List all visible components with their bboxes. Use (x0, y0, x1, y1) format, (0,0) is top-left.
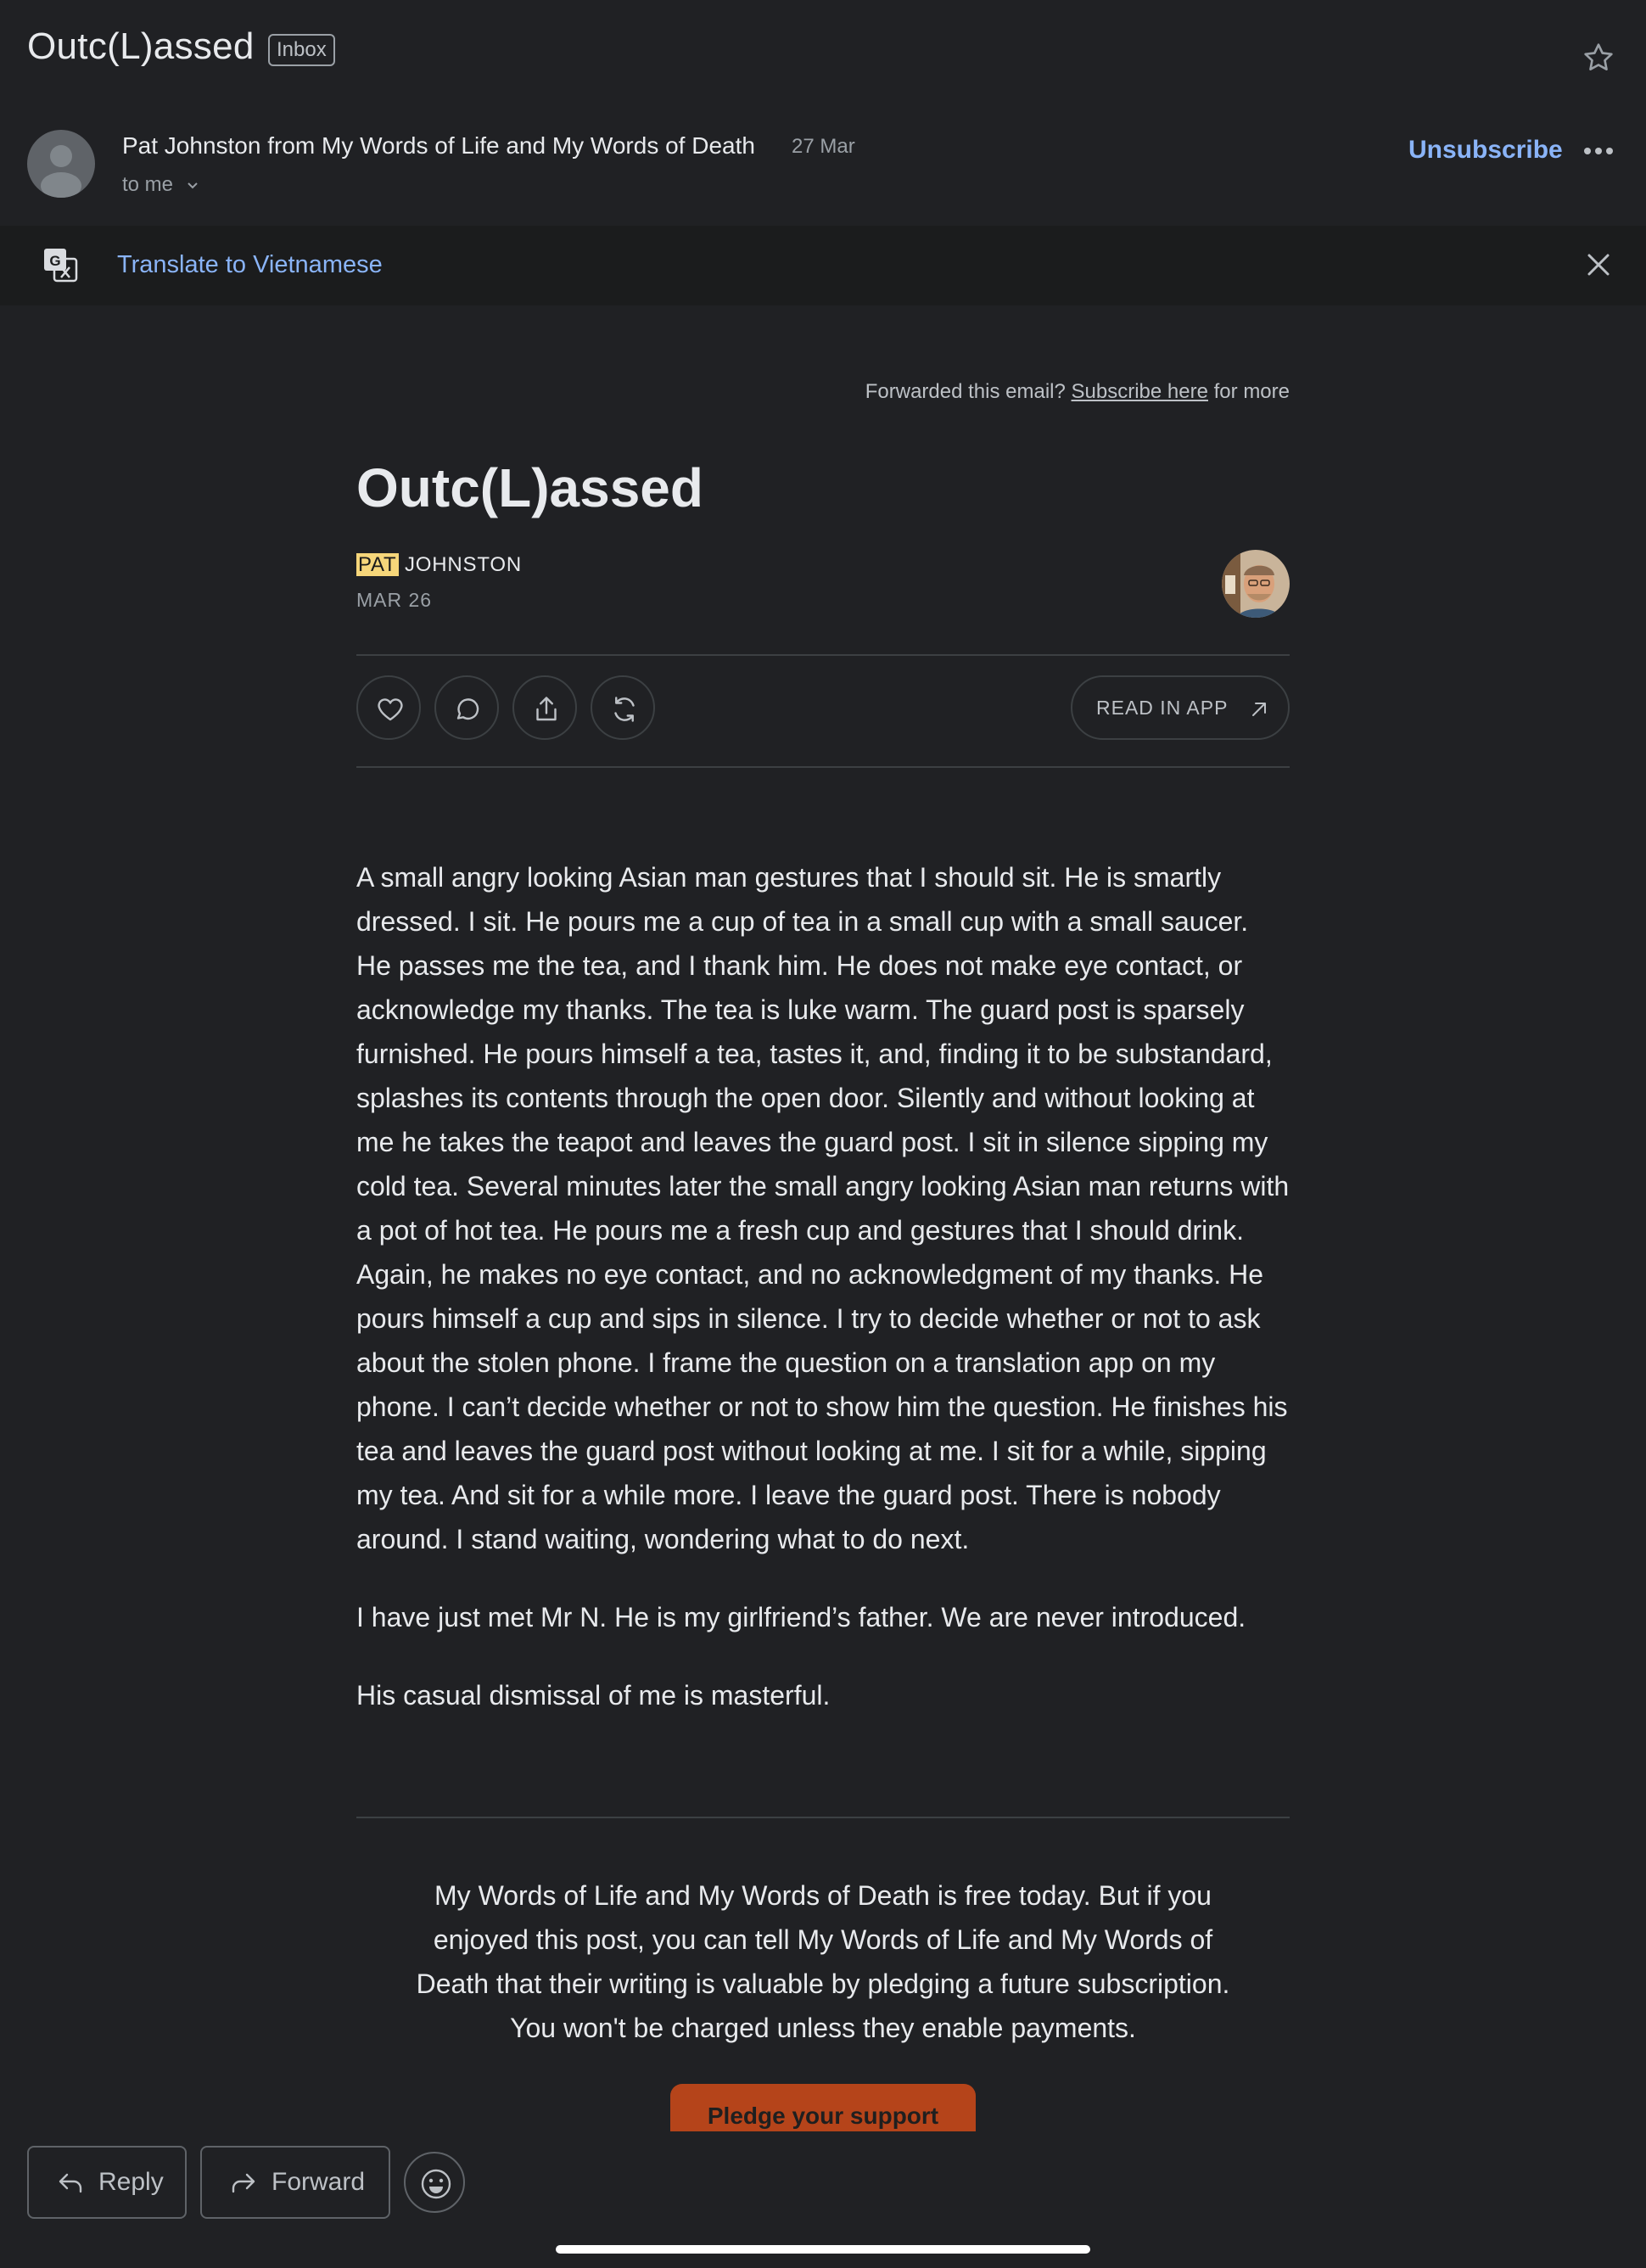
translate-link[interactable]: Translate to Vietnamese (117, 251, 383, 278)
author-last-name: JOHNSTON (404, 553, 522, 576)
sender-avatar[interactable] (27, 130, 95, 198)
read-in-app-label: READ IN APP (1096, 697, 1229, 719)
translate-icon (42, 247, 78, 283)
comment-button[interactable] (434, 675, 499, 740)
footer-divider (356, 1817, 1290, 1818)
emoji-icon (419, 2167, 453, 2201)
actions-divider (356, 766, 1290, 768)
forwarded-prefix: Forwarded this email? (865, 380, 1066, 403)
post-title[interactable]: Outc(L)assed (356, 457, 703, 518)
reply-button[interactable] (27, 2146, 187, 2219)
share-button[interactable] (512, 675, 577, 740)
author-first-name: PAT (358, 553, 397, 576)
subscribe-link[interactable]: Subscribe here (1071, 380, 1208, 403)
reply-icon (58, 2172, 83, 2194)
like-button[interactable] (356, 675, 421, 740)
home-indicator[interactable] (556, 2245, 1090, 2254)
restack-button[interactable] (591, 675, 655, 740)
header-divider (356, 654, 1290, 656)
arrow-up-right-icon (1249, 699, 1269, 720)
close-icon[interactable] (1585, 251, 1612, 278)
forwarded-suffix: for more (1213, 380, 1290, 403)
forward-button[interactable] (200, 2146, 390, 2219)
recipient-toggle[interactable] (122, 173, 199, 197)
author-avatar[interactable] (1222, 550, 1290, 618)
restack-icon (609, 694, 640, 725)
sender-name[interactable]: Pat Johnston from My Words of Life and My Words of Death (122, 132, 755, 159)
forward-label: Forward (272, 2168, 366, 2196)
comment-icon (453, 694, 484, 725)
sender-row (0, 119, 1646, 212)
reply-label: Reply (98, 2168, 164, 2196)
subject-row (0, 0, 1646, 110)
forwarded-notice (865, 380, 1290, 404)
heart-icon (375, 694, 406, 725)
body-paragraph: A small angry looking Asian man gestures that I should sit. He is smartly dressed. I sit. He pours me a cup of tea in a small cup with a small saucer. He passes me the tea, and I thank him. He does not make eye contact, or acknowledge my thanks. The tea is luke warm. The guard post is sparsely furnished. He pours himself a tea, tastes it, and, finding it to be substandard, splashes its contents through the open door. Silently and without looking at me he takes the teapot and leaves the guard post. I sit in silence sipping my cold tea. Several minutes later the small angry looking Asian man returns with a pot of hot tea. He pours me a fresh cup and gestures that I should drink. Again, he makes no eye contact, and no acknowledgment of my thanks. He pours himself a cup and sips in silence. I try to decide whether or not to ask about the stolen phone. I frame the question on a translation app on my phone. I can’t decide whether or not to show him the question. He finishes his tea and leaves the guard post without looking at me. I sit for a while, sipping my tea. And sit for a while more. I leave the guard post. There is nobody around. I stand waiting, wondering what to do next. (356, 862, 1290, 1554)
chevron-down-icon (186, 181, 199, 191)
more-horizontal-icon[interactable] (1583, 143, 1614, 160)
share-icon (531, 694, 562, 725)
post-date: MAR 26 (356, 589, 433, 611)
star-icon[interactable] (1582, 41, 1615, 75)
author-photo-image (1222, 550, 1290, 618)
pledge-message: My Words of Life and My Words of Death is free today. But if you enjoyed this post, you can tell My Words of Life and My Words of Death that their writing is valuable by pledging a future subscription. You won't be charged unless they enable payments. (416, 1880, 1230, 2043)
body-paragraph: I have just met Mr N. He is my girlfriend’s father. We are never introduced. (356, 1602, 1246, 1632)
email-date: 27 Mar (792, 135, 855, 158)
svg-text:G: G (49, 253, 61, 269)
recipient-label: to me (122, 173, 174, 196)
emoji-reaction-button[interactable] (404, 2152, 465, 2213)
forward-icon (231, 2172, 256, 2194)
email-subject: Outc(L)assed (27, 25, 255, 67)
bottom-action-bar (0, 2131, 1646, 2268)
body-paragraph: His casual dismissal of me is masterful. (356, 1680, 831, 1711)
post-body (356, 855, 1290, 1751)
post-author[interactable] (356, 553, 522, 577)
pledge-button[interactable]: Pledge your support (670, 2084, 976, 2131)
read-in-app-button[interactable] (1071, 675, 1290, 740)
translate-bar (0, 226, 1646, 305)
unsubscribe-link[interactable]: Unsubscribe (1408, 136, 1563, 164)
inbox-label[interactable]: Inbox (268, 34, 335, 66)
person-icon (27, 130, 95, 198)
